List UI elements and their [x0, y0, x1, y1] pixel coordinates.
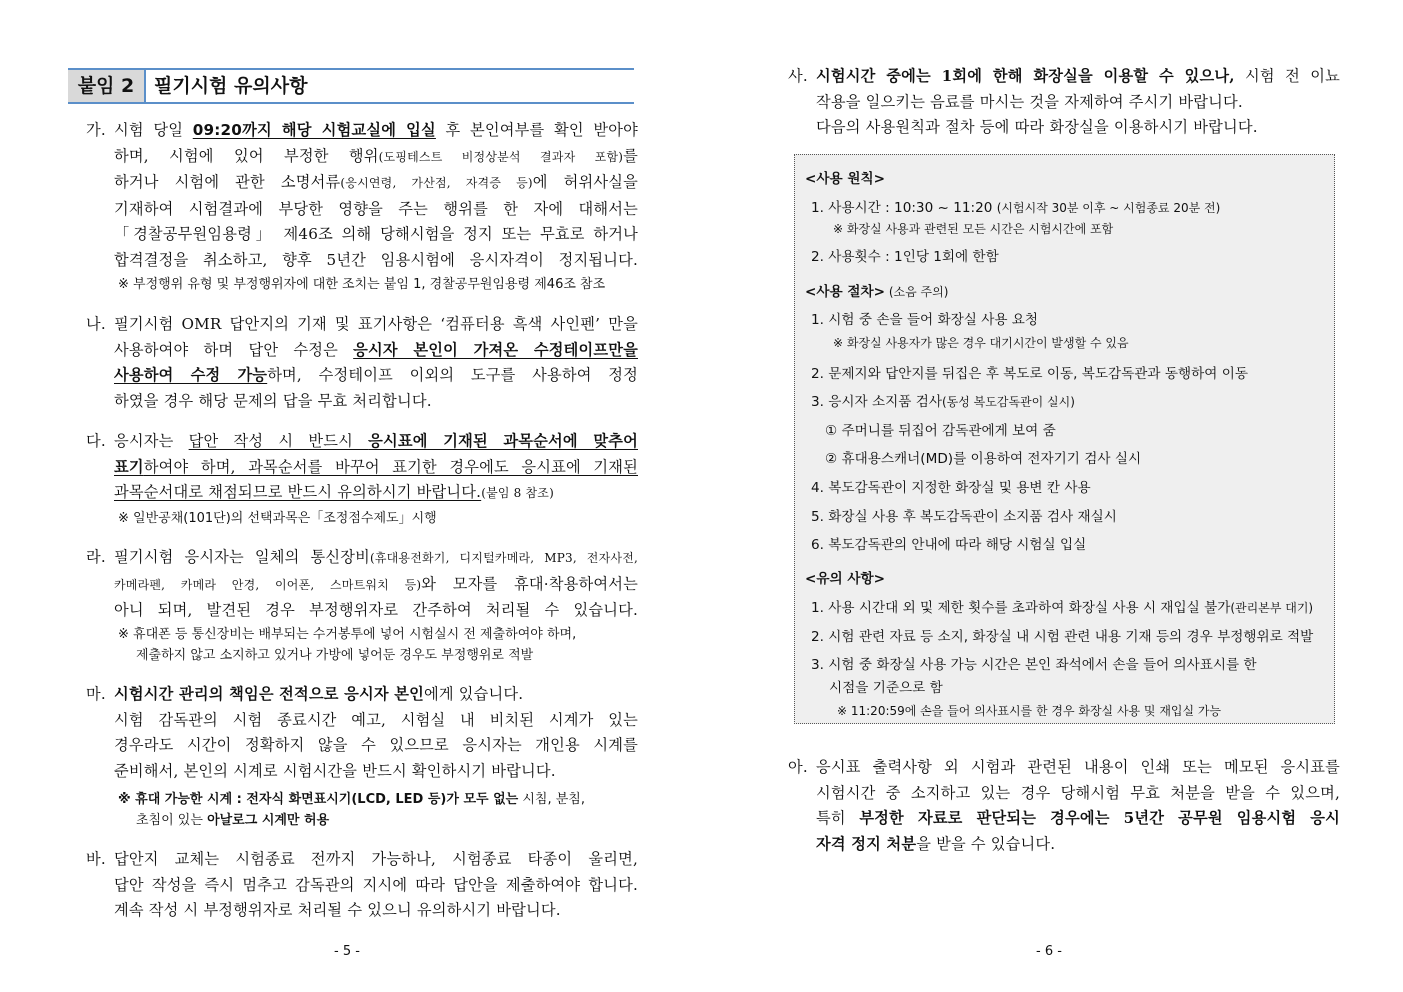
item-ra: 라. 필기시험 응시자는 일체의 통신장비(휴대용전화기, 디지털카메라, MP3, 전자사전, 카메라펜, 카메라 안경, 이어폰, 스마트워치 등)와 모자를 휴대·착용하여서는 아니 되며, 발견된 경우 부정행위자로 간주하여 처리될 수 있습니다.	[86, 548, 638, 620]
rule-time-note: ※ 화장실 사용과 관련된 모든 시간은 시험시간에 포함	[833, 222, 1114, 236]
note-ra-2: 제출하지 않고 소지하고 있거나 가방에 넣어둔 경우도 부정행위로 적발	[136, 648, 534, 663]
page-5	[0, 0, 701, 992]
note-da: ※ 일반공채(101단)의 선택과목은「조정점수제도」시행	[118, 511, 437, 526]
item-sa: 사. 시험시간 중에는 1회에 한해 화장실을 이용할 수 있으나, 시험 전 이뇨 작용을 일으키는 음료를 마시는 것을 자제하여 주시기 바랍니다. 다음의 사용원칙과 절차 등에 따라 화장실을 이용하시기 바랍니다.	[788, 67, 1340, 137]
procedure-1: 1. 시험 중 손을 들어 화장실 사용 요청	[811, 312, 1039, 328]
box-heading-procedure: <사용 절차> (소음 주의)	[805, 284, 949, 300]
procedure-3-sub-2: ② 휴대용스캐너(MD)를 이용하여 전자기기 검사 실시	[825, 451, 1142, 467]
page-title: 필기시험 유의사항	[154, 75, 308, 97]
caution-1: 1. 사용 시간대 외 및 제한 횟수를 초과하여 화장실 사용 시 재입실 불가(관리본부 대기)	[811, 600, 1314, 616]
item-a: 아. 응시표 출력사항 외 시험과 관련된 내용이 인쇄 또는 메모된 응시표를 시험시간 중 소지하고 있는 경우 당해시험 무효 처분을 받을 수 있으며, 특히 부정한 자료로 판단되는 경우에는 5년간 공무원 임용시험 응시 자격 정지 처분을 받을 수 있습니다.	[788, 758, 1340, 853]
item-ba: 바. 답안지 교체는 시험종료 전까지 가능하나, 시험종료 타종이 울리면, 답안 작성을 즉시 멈추고 감독관의 지시에 따라 답안을 제출하여야 합니다. 계속 작성 시 부정행위자로 처리될 수 있으니 유의하시기 바랍니다.	[86, 850, 638, 920]
caution-3-note: ※ 11:20:59에 손을 들어 의사표시를 한 경우 화장실 사용 및 재입실 가능	[837, 704, 1222, 718]
procedure-3-sub-1: ① 주머니를 뒤집어 감독관에게 보여 줌	[825, 423, 1056, 439]
item-ma: 마. 시험시간 관리의 책임은 전적으로 응시자 본인에게 있습니다. 시험 감독관의 시험 종료시간 예고, 시험실 내 비치된 시계가 있는 경우라도 시간이 정확하지 않을 수 있으므로 응시자는 개인용 시계를 준비해서, 본인의 시계로 시험시간을 반드시 확인하시기 바랍니다.	[86, 685, 638, 780]
attachment-header	[68, 68, 634, 104]
page-number: - 5 -	[334, 944, 360, 959]
box-heading-principles: <사용 원칙>	[805, 171, 886, 187]
restroom-rules-box	[794, 154, 1335, 724]
procedure-1-note: ※ 화장실 사용자가 많은 경우 대기시간이 발생할 수 있음	[833, 336, 1129, 350]
item-da: 다. 응시자는 답안 작성 시 반드시 응시표에 기재된 과목순서에 맞추어 표기하여야 하며, 과목순서를 바꾸어 표기한 경우에도 응시표에 기재된 과목순서대로 채점되므로 반드시 유의하시기 바랍니다.(붙임 8 참조)	[86, 432, 638, 502]
note-ma-2: 초침이 있는 아날로그 시계만 허용	[136, 813, 330, 828]
procedure-6: 6. 복도감독관의 안내에 따라 해당 시험실 입실	[811, 537, 1087, 553]
caution-2: 2. 시험 관련 자료 등 소지, 화장실 내 시험 관련 내용 기재 등의 경우 부정행위로 적발	[811, 629, 1314, 645]
item-na: 나. 필기시험 OMR 답안지의 기재 및 표기사항은 ‘컴퓨터용 흑색 사인펜’ 만을 사용하여야 하며 답안 수정은 응시자 본인이 가져온 수정테이프만을 사용하여 수정 가능하며, 수정테이프 이외의 도구를 사용하여 정정 하였을 경우 해당 문제의 답을 무효 처리합니다.	[86, 315, 638, 410]
procedure-2: 2. 문제지와 답안지를 뒤집은 후 복도로 이동, 복도감독관과 동행하여 이동	[811, 366, 1248, 382]
procedure-4: 4. 복도감독관이 지정한 화장실 및 용변 칸 사용	[811, 480, 1091, 496]
note-ma-1: ※ 휴대 가능한 시계 : 전자식 화면표시기(LCD, LED 등)가 모두 없는 시침, 분침,	[118, 792, 585, 807]
item-ga: 가. 시험 당일 09:20까지 해당 시험교실에 입실 후 본인여부를 확인 받아야 하며, 시험에 있어 부정한 행위(도핑테스트 비정상분석 결과자 포함)를 하거나 시험에 관한 소명서류(응시연령, 가산점, 자격증 등)에 허위사실을 기재하여 시험결과에 부당한 영향을 주는 행위를 한 자에 대해서는 「경찰공무원임용령」 제46조 의해 당해시험을 정지 또는 무효로 하거나 합격결정을 취소하고, 향후 5년간 임용시험에 응시자격이 정지됩니다.	[86, 121, 638, 269]
note-ra-1: ※ 휴대폰 등 통신장비는 배부되는 수거봉투에 넣어 시험실시 전 제출하여야 하며,	[118, 627, 577, 642]
caution-3-cont: 시점을 기준으로 함	[829, 680, 943, 696]
rule-time: 1. 사용시간 : 10:30 ~ 11:20 (시험시작 30분 이후 ~ 시험종료 20분 전)	[811, 200, 1221, 216]
rule-count: 2. 사용횟수 : 1인당 1회에 한함	[811, 249, 999, 265]
attachment-tag: 붙임 2	[68, 70, 146, 102]
page-6	[702, 0, 1403, 992]
procedure-3: 3. 응시자 소지품 검사(동성 복도감독관이 실시)	[811, 394, 1075, 410]
procedure-5: 5. 화장실 사용 후 복도감독관이 소지품 검사 재실시	[811, 509, 1117, 525]
note-ga: ※ 부정행위 유형 및 부정행위자에 대한 조치는 붙임 1, 경찰공무원임용령 제46조 참조	[118, 277, 606, 292]
caution-3: 3. 시험 중 화장실 사용 가능 시간은 본인 좌석에서 손을 들어 의사표시를 한	[811, 657, 1257, 673]
box-heading-cautions: <유의 사항>	[805, 571, 886, 587]
page-number: - 6 -	[1036, 944, 1062, 959]
